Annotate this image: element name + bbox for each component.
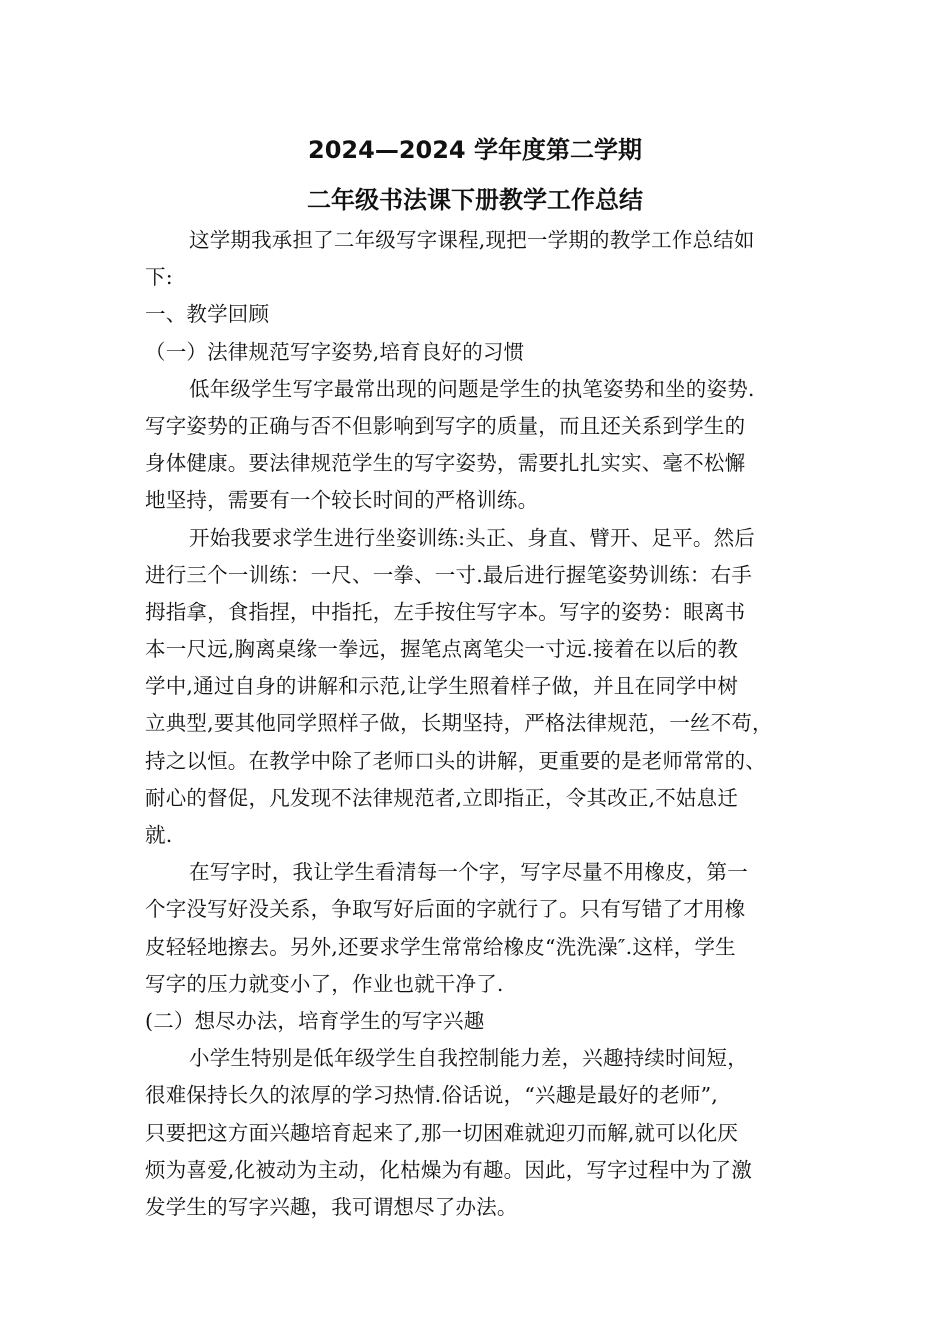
- paragraph-line: 立典型,要其他同学照样子做，长期坚持，严格法律规范，一丝不苟，: [145, 711, 773, 736]
- paragraph-line: 地坚持，需要有一个较长时间的严格训练。: [145, 488, 539, 513]
- paragraph-line: 进行三个一训练：一尺、一拳、一寸.最后进行握笔姿势训练：右手: [145, 562, 753, 587]
- paragraph-line: 小学生特别是低年级学生自我控制能力差，兴趣持续时间短，: [189, 1046, 748, 1071]
- paragraph-line: 这学期我承担了二年级写字课程,现把一学期的教学工作总结如: [189, 228, 755, 252]
- paragraph-line: 只要把这方面兴趣培育起来了,那一切困难就迎刃而解,就可以化厌: [145, 1120, 739, 1145]
- paragraph-line: 下:: [145, 265, 173, 290]
- paragraph-line: 持之以恒。在教学中除了老师口头的讲解，更重要的是老师常常的、: [145, 748, 766, 773]
- paragraph-line: 发学生的写字兴趣，我可谓想尽了办法。: [145, 1194, 518, 1219]
- paragraph-line: 在写字时，我让学生看清每一个字，写字尽量不用橡皮，第一: [189, 860, 748, 885]
- paragraph-line: 很难保持长久的浓厚的学习热情.俗话说，“兴趣是最好的老师”,: [145, 1083, 718, 1108]
- paragraph-line: 皮轻轻地擦去。另外,还要求学生常常给橡皮“洗洗澡″.这样，学生: [145, 934, 736, 959]
- paragraph-line: 个字没写好没关系，争取写好后面的字就行了。只有写错了才用橡: [145, 897, 746, 922]
- document-title-line-1: 2024—2024 学年度第二学期: [308, 136, 642, 164]
- document-title-line-2: 二年级书法课下册教学工作总结: [307, 186, 643, 214]
- paragraph-line: 就.: [145, 823, 173, 847]
- paragraph-line: 拇指拿，食指捏，中指托，左手按住写字本。写字的姿势：眼离书: [145, 599, 746, 624]
- paragraph-line: 耐心的督促，凡发现不法律规范者,立即指正，令其改正,不姑息迁: [145, 785, 739, 810]
- subsection-heading: (二）想尽办法，培育学生的写字兴趣: [145, 1008, 485, 1033]
- section-heading: 一、教学回顾: [145, 302, 270, 327]
- paragraph-line: 写字姿势的正确与否不但影响到写字的质量，而且还关系到学生的: [145, 413, 746, 438]
- paragraph-line: 低年级学生写字最常出现的问题是学生的执笔姿势和坐的姿势.: [189, 376, 755, 401]
- paragraph-line: 身体健康。要法律规范学生的写字姿势，需要扎扎实实、毫不松懈: [145, 451, 746, 476]
- subsection-heading: （一）法律规范写字姿势,培育良好的习惯: [145, 339, 525, 364]
- paragraph-line: 开始我要求学生进行坐姿训练:头正、身直、臂开、足平。然后: [189, 525, 756, 550]
- document-body: [145, 222, 817, 1226]
- paragraph-line: 本一尺远,胸离桌缘一拳远，握笔点离笔尖一寸远.接着在以后的教: [145, 637, 739, 662]
- paragraph-line: 写字的压力就变小了，作业也就干净了.: [145, 971, 504, 996]
- paragraph-line: 烦为喜爱,化被动为主动，化枯燥为有趣。因此，写字过程中为了激: [145, 1157, 753, 1182]
- paragraph-line: 学中,通过自身的讲解和示范,让学生照着样子做，并且在同学中树: [145, 674, 739, 699]
